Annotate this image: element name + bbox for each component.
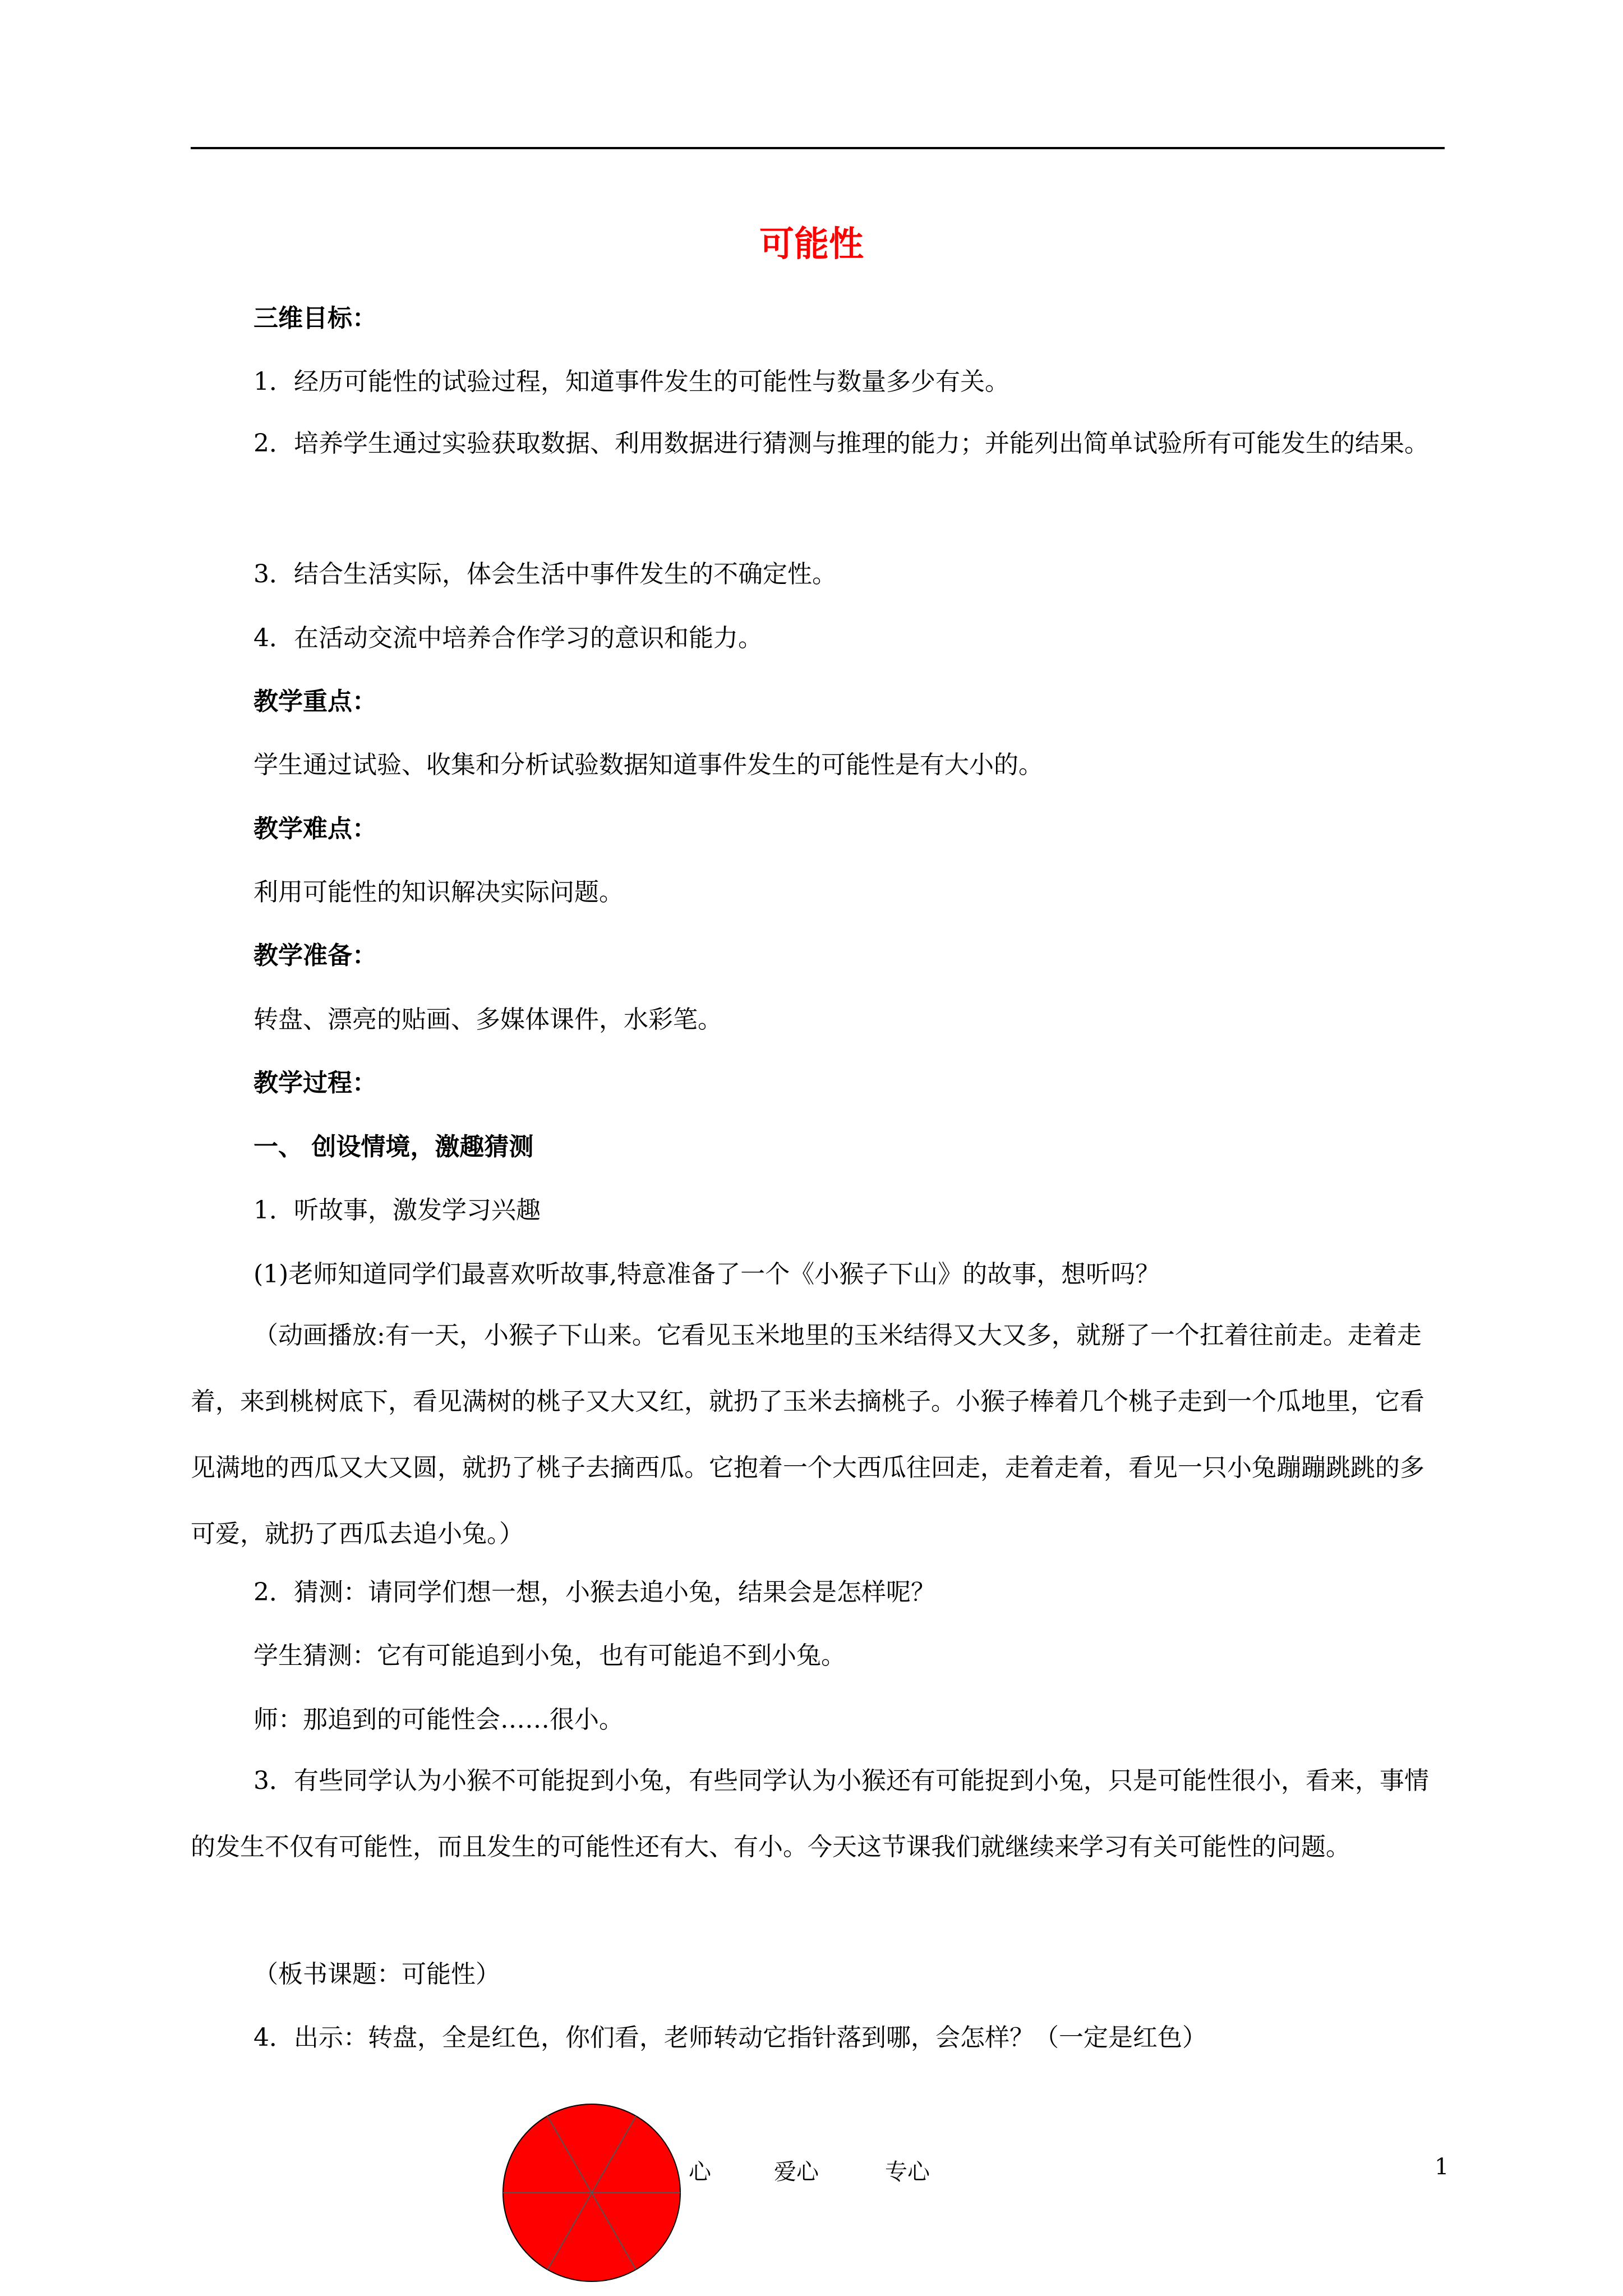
goal-3: 3．结合生活实际，体会生活中事件发生的不确定性。 xyxy=(253,560,837,588)
step-2b: 师：那追到的可能性会……很小。 xyxy=(253,1705,624,1734)
preparation-text: 转盘、漂亮的贴画、多媒体课件，水彩笔。 xyxy=(253,1005,722,1034)
header-rule xyxy=(191,147,1445,149)
step-2a: 学生猜测：它有可能追到小兔，也有可能追不到小兔。 xyxy=(253,1641,846,1670)
goal-1: 1．经历可能性的试验过程，知道事件发生的可能性与数量多少有关。 xyxy=(253,367,1009,396)
heading-goals: 三维目标： xyxy=(253,304,377,333)
footer-word-2: 爱心 xyxy=(774,2159,819,2185)
step-1: 1．听故事，激发学习兴趣 xyxy=(253,1196,541,1225)
difficulty-text: 利用可能性的知识解决实际问题。 xyxy=(253,878,624,907)
red-spinner-wheel xyxy=(501,2102,682,2283)
goal-4: 4．在活动交流中培养合作学习的意识和能力。 xyxy=(253,624,763,652)
footer-word-1: 心 xyxy=(689,2159,711,2185)
page-number: 1 xyxy=(1435,2154,1449,2180)
step-3a: （板书课题：可能性） xyxy=(253,1960,500,1989)
heading-difficulty: 教学难点： xyxy=(253,815,377,843)
section-1-heading: 一、 创设情境，激趣猜测 xyxy=(253,1133,534,1161)
step-4: 4．出示：转盘，全是红色，你们看，老师转动它指针落到哪，会怎样？（一定是红色） xyxy=(253,2023,1207,2052)
page-title: 可能性 xyxy=(759,223,864,264)
heading-process: 教学过程： xyxy=(253,1069,377,1097)
story-paragraph: （动画播放:有一天，小猴子下山来。它看见玉米地里的玉米结得又大又多，就掰了一个扛着往前走。走着走着，来到桃树底下，看见满树的桃子又大又红，就扔了玉米去摘桃子。小猴子棒着几个桃子走到一个瓜地里，它看见满地的西瓜又大又圆，就扔了桃子去摘西瓜。它抱着一个大西瓜往回走，走着走着，看见一只小兔蹦蹦跳跳的多可爱，就扔了西瓜去追小兔。） xyxy=(191,1321,1424,1548)
goal-2: 2．培养学生通过实验获取数据、利用数据进行猜测与推理的能力；并能列出简单试验所有可能发生的结果。 xyxy=(253,429,1429,458)
step-1a: (1)老师知道同学们最喜欢听故事,特意准备了一个《小猴子下山》的故事，想听吗？ xyxy=(253,1260,1160,1289)
step-3: 3．有些同学认为小猴不可能捉到小兔，有些同学认为小猴还有可能捉到小兔，只是可能性很小，看来，事情的发生不仅有可能性，而且发生的可能性还有大、有小。今天这节课我们就继续来学习有关可能性的问题。 xyxy=(191,1766,1429,1861)
heading-key-point: 教学重点： xyxy=(253,687,377,716)
footer-word-3: 专心 xyxy=(885,2159,930,2185)
heading-preparation: 教学准备： xyxy=(253,941,377,970)
key-point-text: 学生通过试验、收集和分析试验数据知道事件发生的可能性是有大小的。 xyxy=(253,751,1043,779)
step-2: 2．猜测：请同学们想一想，小猴去追小兔，结果会是怎样呢？ xyxy=(253,1578,935,1607)
